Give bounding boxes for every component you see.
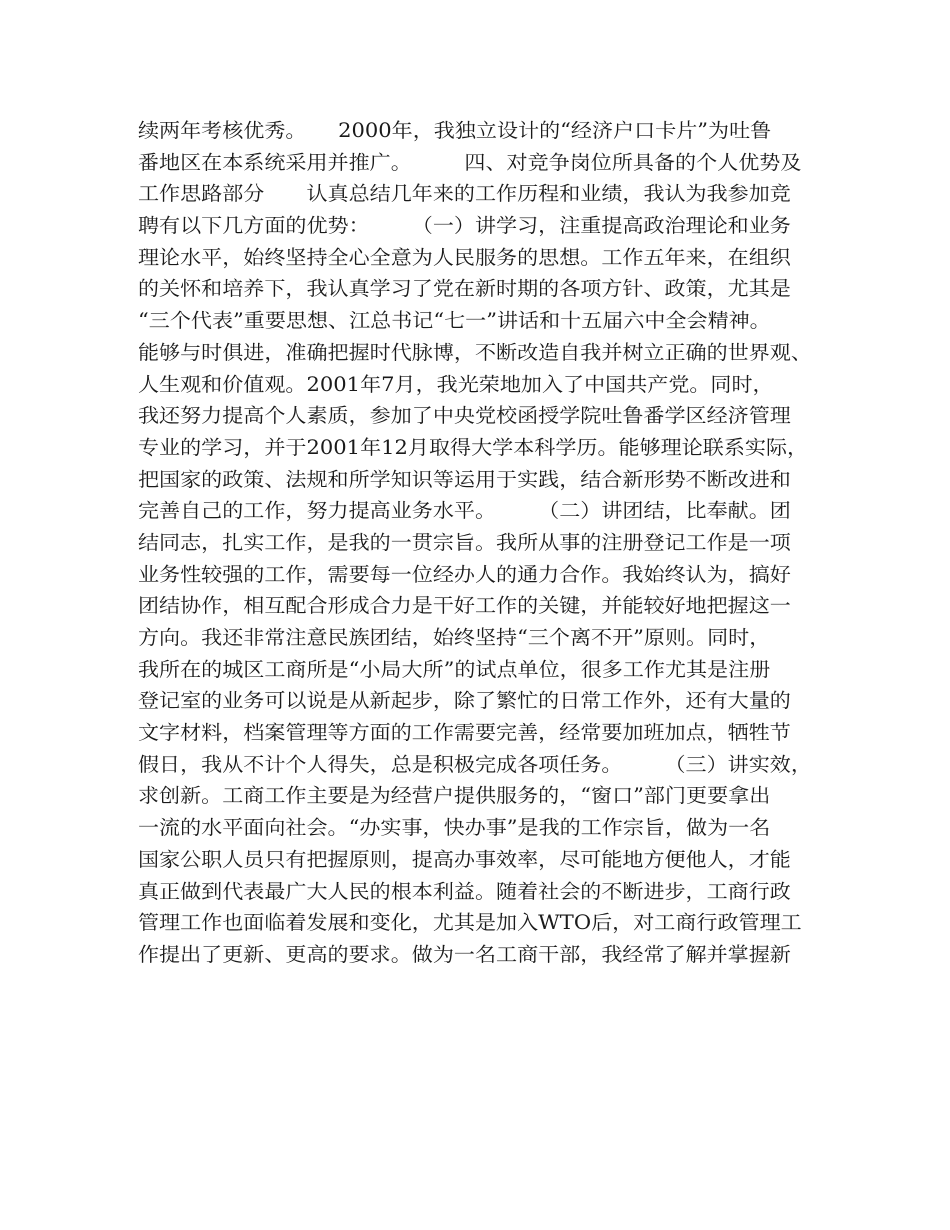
text-line: 的关怀和培养下，我认真学习了党在新时期的各项方针、政策，尤其是	[138, 277, 791, 301]
body-text	[138, 115, 828, 971]
text-line: 真正做到代表最广大人民的根本利益。随着社会的不断进步，工商行政	[138, 879, 791, 903]
text-line: 方向。我还非常注意民族团结，始终坚持“三个离不开”原则。同时，	[138, 626, 771, 649]
text-line: 求创新。工商工作主要是为经营户提供服务的，“窗口”部门更要拿出	[138, 784, 771, 808]
text-line: 一流的水平面向社会。“办实事，快办事”是我的工作宗旨，做为一名	[138, 816, 771, 840]
text-line: 登记室的业务可以说是从新起步，除了繁忙的日常工作外，还有大量的	[138, 689, 791, 713]
text-line: 文字材料，档案管理等方面的工作需要完善，经常要加班加点，牺牲节	[138, 721, 791, 745]
text-line: “三个代表”重要思想、江总书记“七一”讲话和十五届六中全会精神。	[138, 309, 771, 333]
text-line: 工作思路部分 认真总结几年来的工作历程和业绩，我认为我参加竞	[138, 182, 791, 206]
text-line: 专业的学习，并于2001年12月取得大学本科学历。能够理论联系实际，	[138, 435, 809, 459]
text-line: 续两年考核优秀。 2000年，我独立设计的“经济户口卡片”为吐鲁	[138, 119, 772, 142]
text-line: 结同志，扎实工作，是我的一贯宗旨。我所从事的注册登记工作是一项	[138, 530, 791, 554]
text-line: 我还努力提高个人素质，参加了中央党校函授学院吐鲁番学区经济管理	[138, 404, 791, 428]
text-line: 假日，我从不计个人得失，总是积极完成各项任务。 （三）讲实效，	[138, 752, 812, 776]
text-line: 能够与时俱进，准确把握时代脉博，不断改造自我并树立正确的世界观、	[138, 340, 812, 364]
text-line: 理论水平，始终坚持全心全意为人民服务的思想。工作五年来，在组织	[138, 245, 791, 269]
text-line: 我所在的城区工商所是“小局大所”的试点单位，很多工作尤其是注册	[138, 657, 771, 681]
text-line: 番地区在本系统采用并推广。 四、对竞争岗位所具备的个人优势及	[138, 150, 802, 174]
text-line: 团结协作，相互配合形成合力是干好工作的关键，并能较好地把握这一	[138, 594, 791, 618]
text-line: 聘有以下几方面的优势： （一）讲学习，注重提高政治理论和业务	[138, 214, 791, 238]
text-line: 管理工作也面临着发展和变化，尤其是加入WTO后，对工商行政管理工	[138, 911, 802, 935]
text-line: 业务性较强的工作，需要每一位经办人的通力合作。我始终认为，搞好	[138, 562, 791, 586]
text-line: 把国家的政策、法规和所学知识等运用于实践，结合新形势不断改进和	[138, 467, 791, 491]
text-line: 作提出了更新、更高的要求。做为一名工商干部，我经常了解并掌握新	[138, 942, 791, 966]
text-line: 人生观和价值观。2001年7月，我光荣地加入了中国共产党。同时，	[138, 372, 774, 396]
text-line: 完善自己的工作，努力提高业务水平。 （二）讲团结，比奉献。团	[138, 499, 791, 523]
text-line: 国家公职人员只有把握原则，提高办事效率，尽可能地方便他人，才能	[138, 847, 791, 871]
